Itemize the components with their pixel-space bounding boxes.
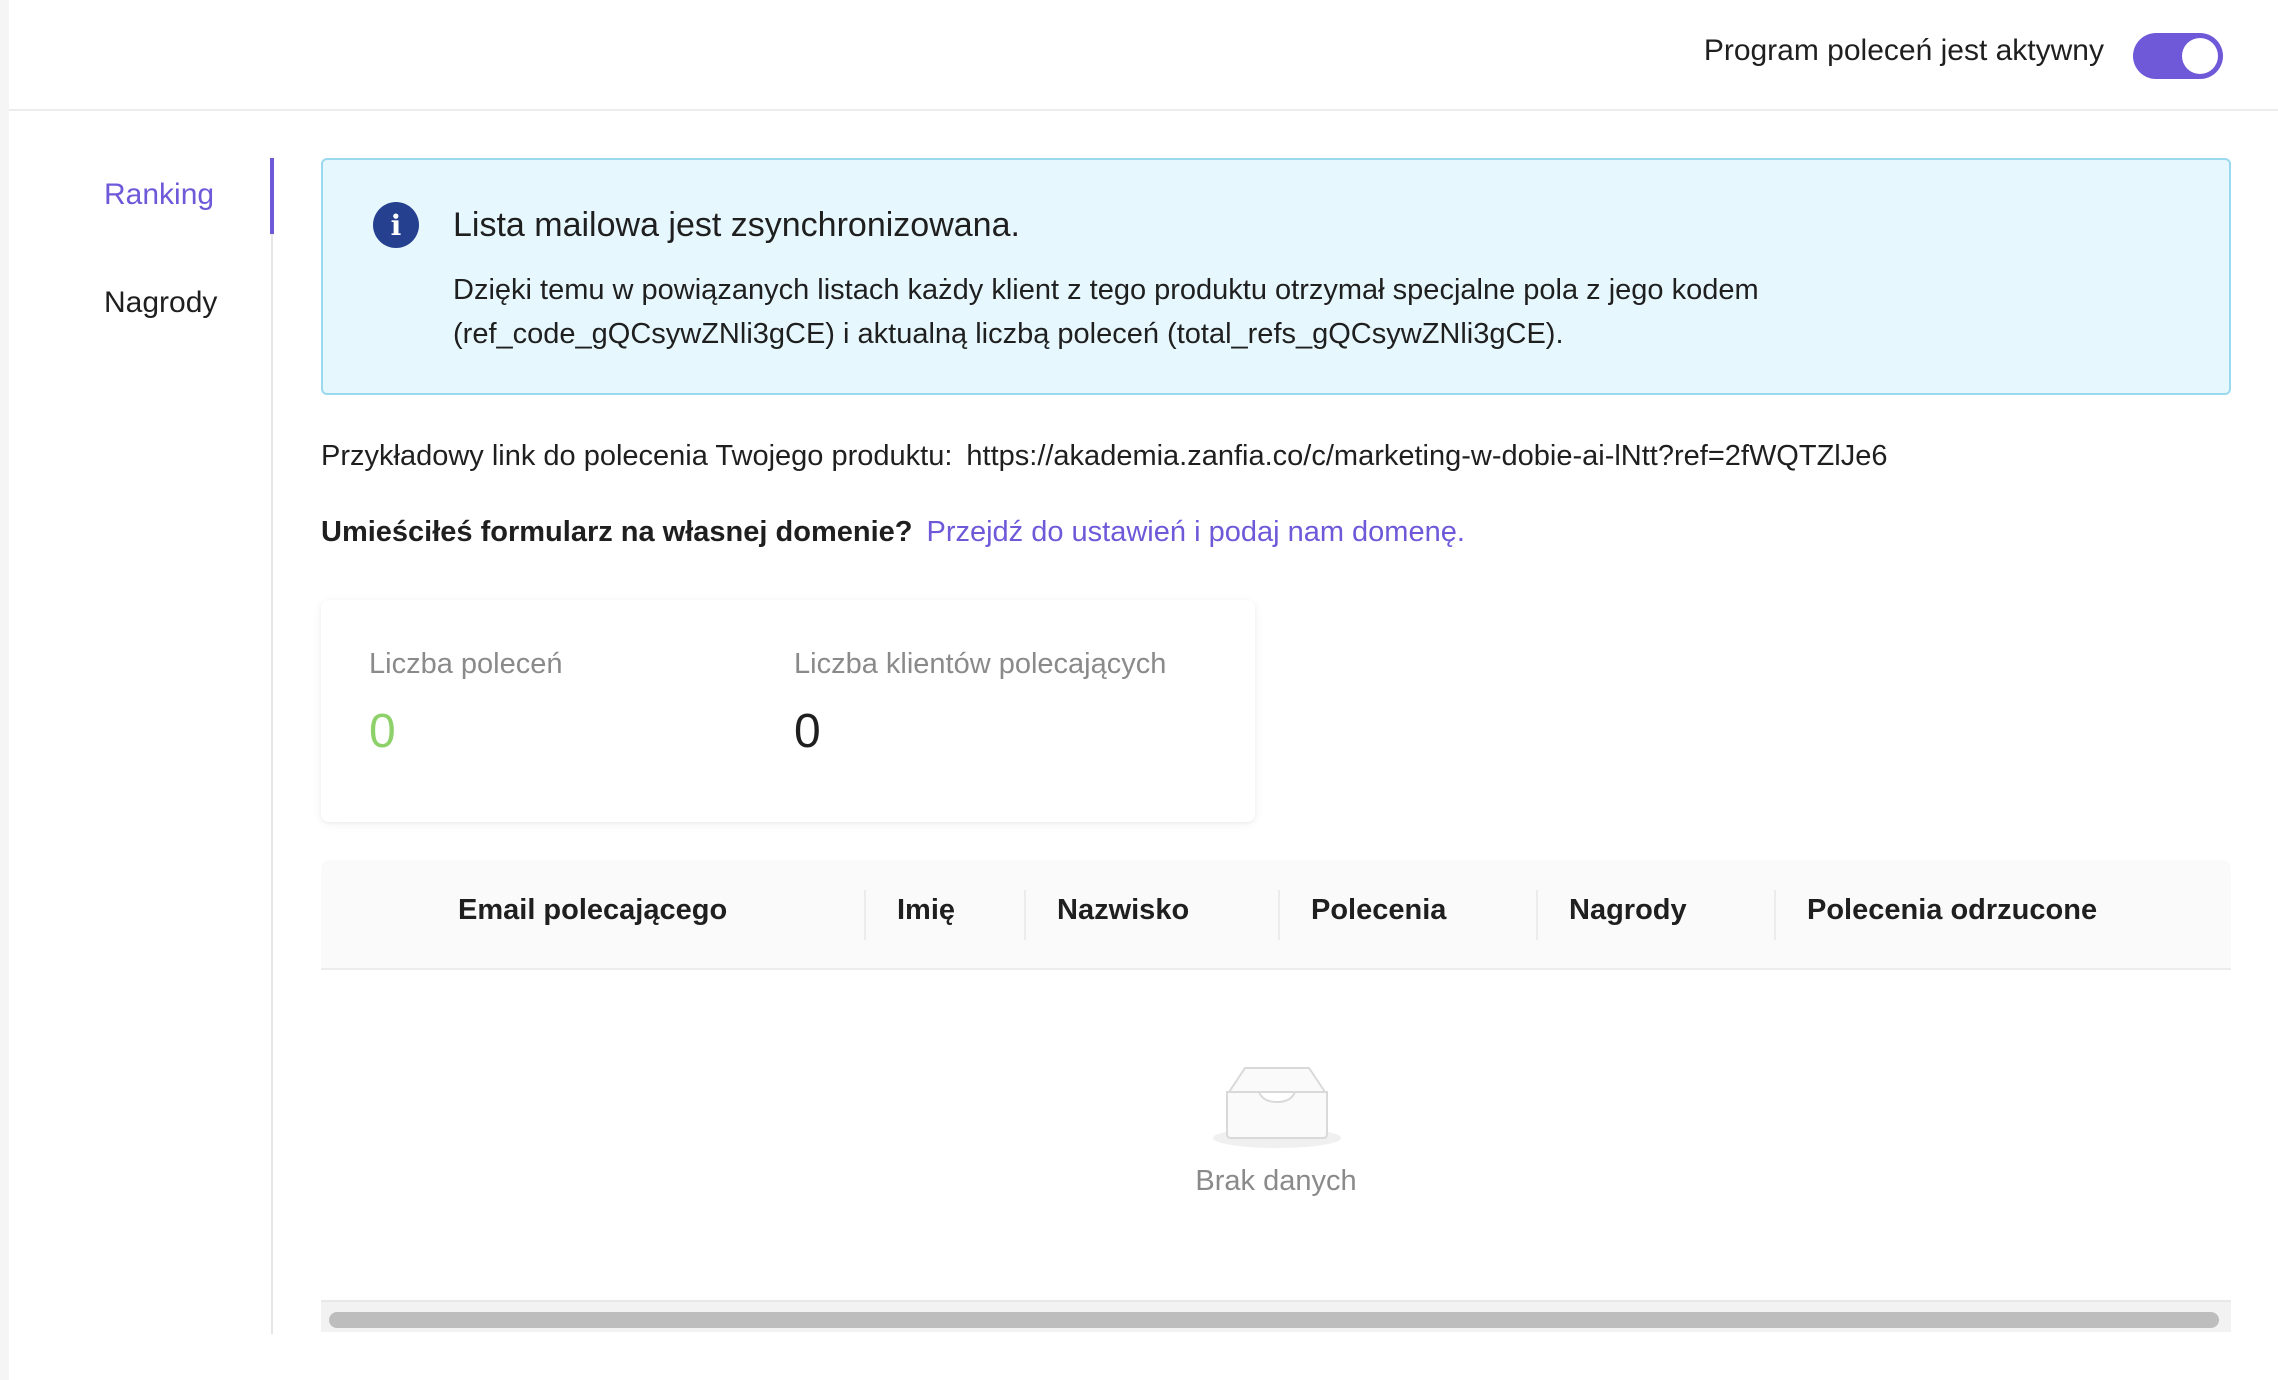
sample-link-row bbox=[321, 440, 1888, 473]
sample-link-url: https://akademia.zanfia.co/c/marketing-w-dobie-ai-lNtt?ref=2fWQTZlJe6 bbox=[966, 440, 1888, 472]
ranking-table-header bbox=[321, 860, 2231, 970]
stats-card bbox=[321, 600, 1255, 822]
column-header-rejected-referrals[interactable]: Polecenia odrzucone bbox=[1807, 894, 2098, 926]
column-divider bbox=[1536, 890, 1538, 940]
info-icon: i bbox=[373, 202, 419, 248]
program-active-toggle[interactable] bbox=[2133, 33, 2223, 79]
sync-info-alert bbox=[321, 158, 2231, 395]
column-header-first-name[interactable]: Imię bbox=[897, 894, 956, 926]
scrollbar-thumb[interactable] bbox=[329, 1312, 2219, 1328]
sidebar bbox=[9, 158, 273, 1334]
column-header-rewards[interactable]: Nagrody bbox=[1569, 894, 1687, 926]
column-divider bbox=[1278, 890, 1280, 940]
referrers-count-value: 0 bbox=[794, 705, 821, 758]
referrals-count-value: 0 bbox=[369, 705, 396, 758]
active-tab-indicator bbox=[270, 158, 274, 234]
column-header-email[interactable]: Email polecającego bbox=[458, 894, 728, 926]
column-header-referrals[interactable]: Polecenia bbox=[1311, 894, 1447, 926]
sidebar-item-nagrody[interactable]: Nagrody bbox=[104, 286, 218, 319]
sidebar-item-ranking[interactable]: Ranking bbox=[104, 178, 215, 211]
referral-program-page bbox=[9, 0, 2278, 1380]
column-divider bbox=[1774, 890, 1776, 940]
sample-link-label: Przykładowy link do polecenia Twojego produktu: bbox=[321, 440, 953, 472]
top-bar bbox=[9, 0, 2278, 111]
referrals-count-label: Liczba poleceń bbox=[369, 648, 563, 680]
toggle-knob bbox=[2182, 38, 2218, 74]
no-data-text: Brak danych bbox=[1195, 1165, 1357, 1197]
custom-domain-question: Umieściłeś formularz na własnej domenie? bbox=[321, 516, 913, 548]
alert-title: Lista mailowa jest zsynchronizowana. bbox=[453, 206, 1020, 244]
empty-inbox-icon bbox=[1209, 1062, 1345, 1152]
custom-domain-row bbox=[321, 516, 1465, 549]
go-to-settings-link[interactable]: Przejdź do ustawień i podaj nam domenę. bbox=[926, 516, 1465, 548]
alert-body: Dzięki temu w powiązanych listach każdy klient z tego produktu otrzymał specjalne pola z jego kodem (ref_code_gQCsywZNli3gCE) i aktualną liczbą poleceń (total_refs_gQCsywZNli3gCE). bbox=[453, 274, 1759, 350]
program-active-label: Program poleceń jest aktywny bbox=[1703, 34, 2104, 67]
horizontal-scrollbar[interactable] bbox=[321, 1300, 2231, 1332]
column-divider bbox=[864, 890, 866, 940]
referrers-count-label: Liczba klientów polecających bbox=[794, 648, 1167, 680]
column-divider bbox=[1024, 890, 1026, 940]
column-header-last-name[interactable]: Nazwisko bbox=[1057, 894, 1190, 926]
